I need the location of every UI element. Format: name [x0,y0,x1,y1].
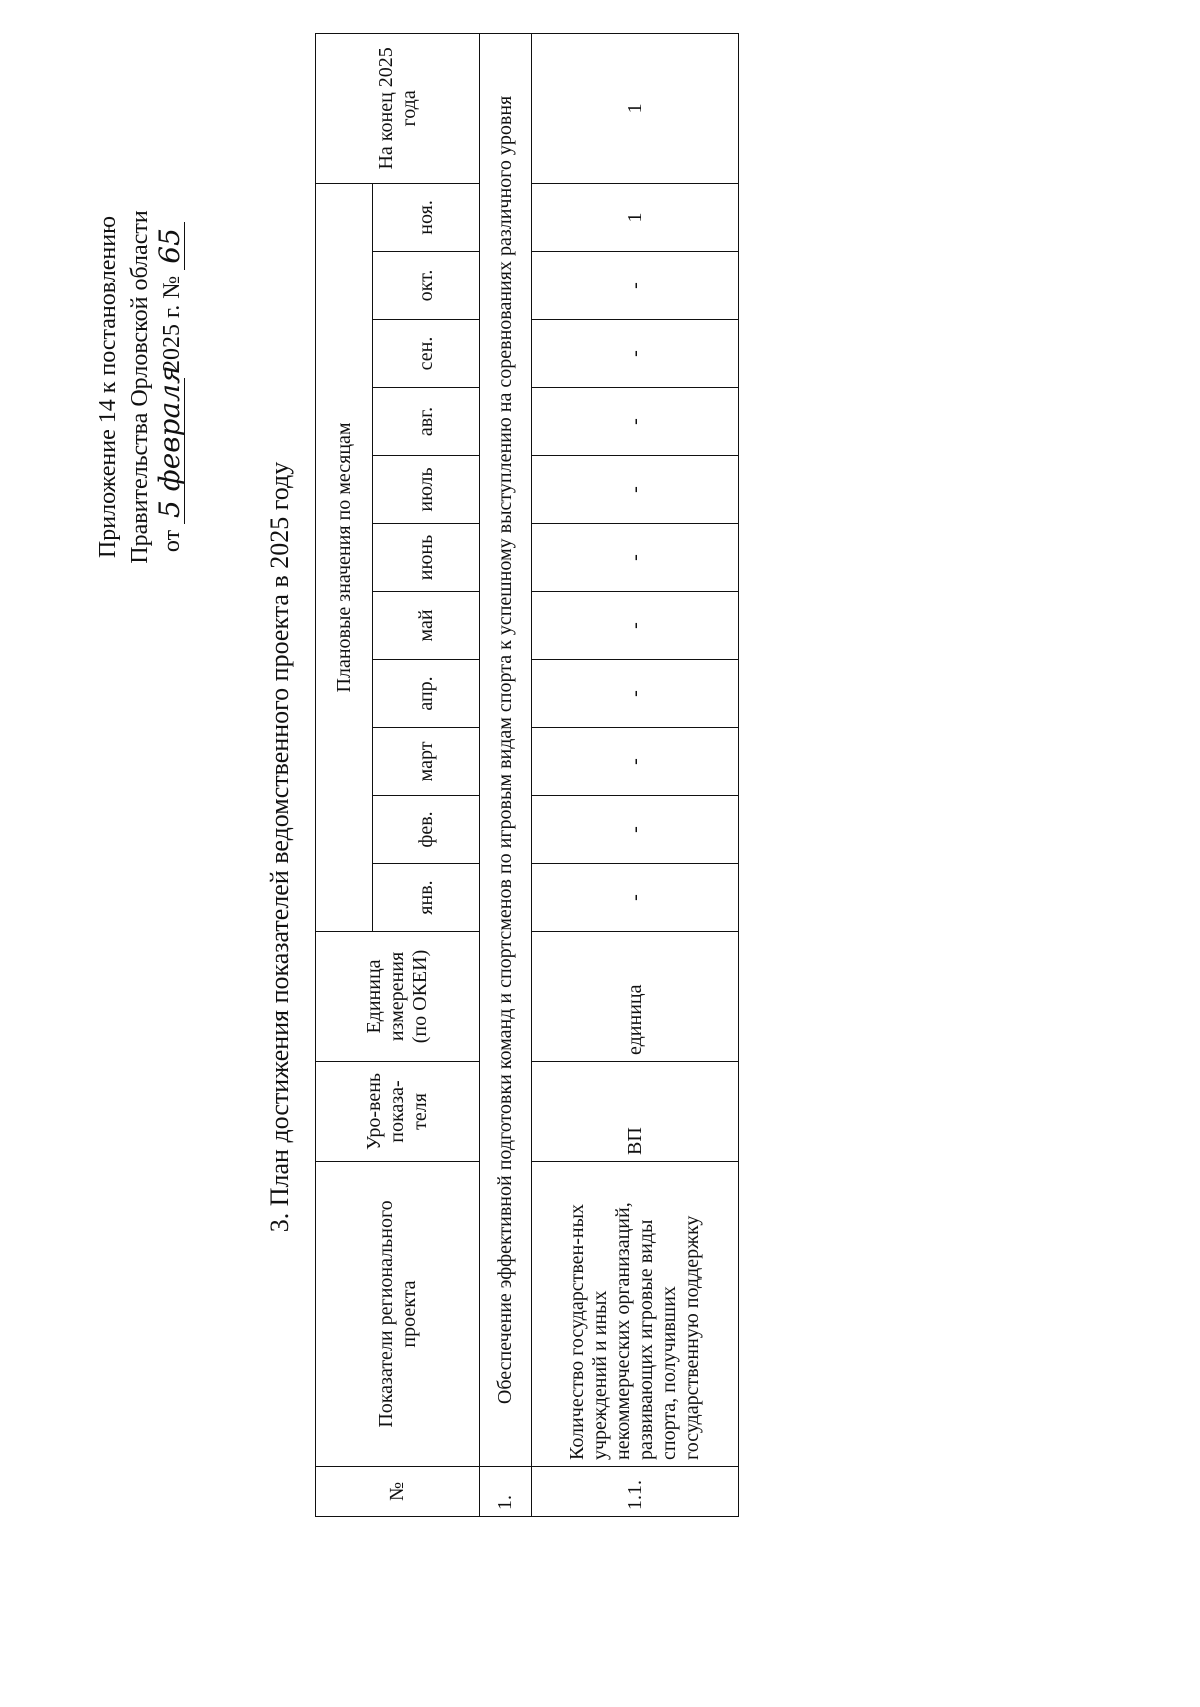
row-number: 1.1. [532,1467,739,1517]
appendix-line-1: Приложение 14 к постановлению [95,215,121,559]
header-month: май [373,592,480,660]
header-no: № [316,1467,480,1517]
header-month: июль [373,456,480,524]
header-indicator: Показатели регионального проекта [316,1162,480,1467]
row-end-of-year: 1 [532,33,739,183]
section-number: 1. [480,1467,532,1517]
row-month-value: - [532,456,739,524]
row-month-value: - [532,388,739,456]
row-month-value: - [532,728,739,796]
header-month: окт. [373,252,480,320]
row-month-value: - [532,320,739,388]
header-end-of-year: На конец 2025 года [316,33,480,183]
row-indicator: Количество государствен-ных учреждений и иных некоммерческих организаций, развивающих игровые виды спорта, получивших государственную поддержку [532,1162,739,1467]
header-monthly-group: Плановые значения по месяцам [316,183,373,931]
header-month: сен. [373,320,480,388]
row-month-value: - [532,592,739,660]
handwritten-number: 65 [156,222,185,270]
plan-table [315,33,739,1517]
from-label: от [159,529,185,553]
header-month: ноя. [373,183,480,251]
header-month: апр. [373,660,480,728]
header-unit: Единица измерения (по ОКЕИ) [316,932,480,1062]
header-month: июнь [373,524,480,592]
row-month-value: - [532,796,739,864]
header-month: янв. [373,864,480,932]
row-month-value: - [532,864,739,932]
table-row [532,33,739,1516]
row-unit: единица [532,932,739,1062]
row-month-value: - [532,660,739,728]
header-level: Уро-вень показа-теля [316,1062,480,1162]
header-month: фев. [373,796,480,864]
row-level: ВП [532,1062,739,1162]
section-row [480,33,532,1516]
header-month: март [373,728,480,796]
row-month-value: 1 [532,183,739,251]
document-title: 3. План достижения показателей ведомственного проекта в 2025 году [265,461,294,1233]
handwritten-date: 5 февраля [156,378,185,524]
row-month-value: - [532,524,739,592]
appendix-header [92,107,188,667]
header-row-1 [316,33,373,1516]
section-title: Обеспечение эффективной подготовки команд и спортсменов по игровым видам спорта к успешному выступлению на соревнованиях различного уровня [480,33,532,1466]
appendix-line-3 [153,107,188,667]
year-label: 2025 г. № [159,275,185,372]
header-month: авг. [373,388,480,456]
row-month-value: - [532,252,739,320]
appendix-line-2: Правительства Орловской области [127,210,153,564]
